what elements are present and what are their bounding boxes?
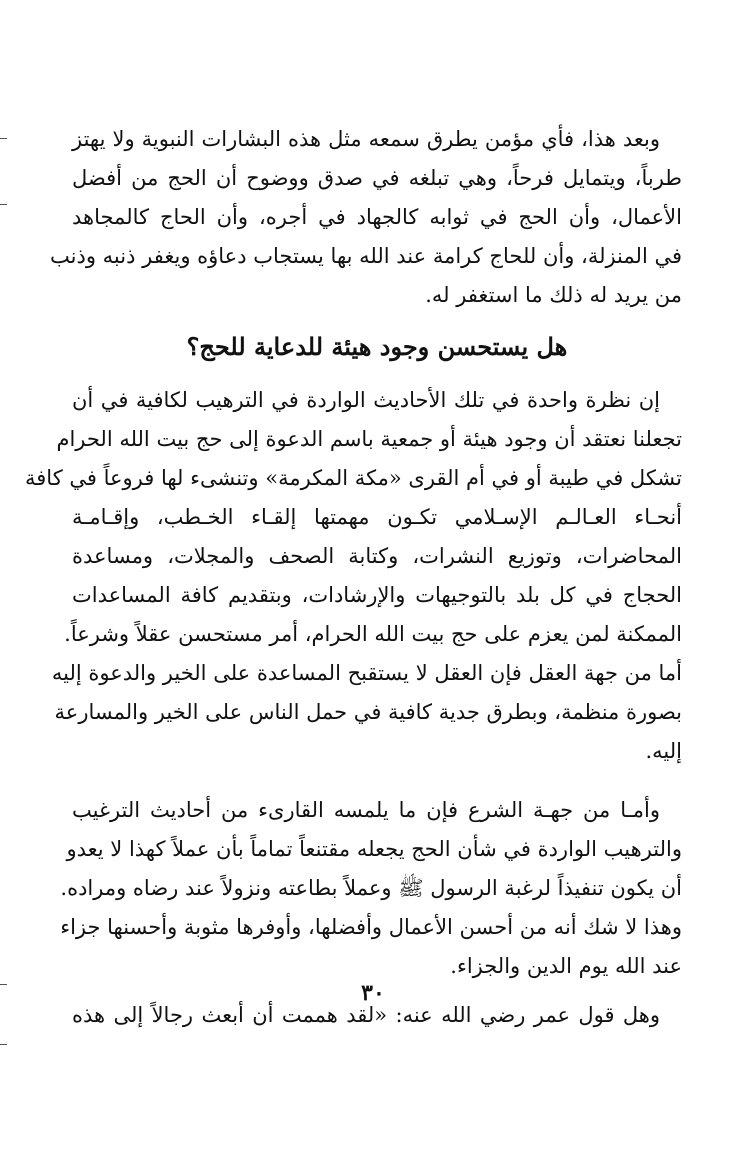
text-line: أما من جهة العقل فإن العقل لا يستقبح المساعدة على الخير والدعوة إليه bbox=[51, 661, 682, 685]
margin-mark bbox=[0, 204, 7, 205]
text-line: الأعمال، وأن الحج في ثوابه كالجهاد في أجره، وأن الحاج كالمجاهد bbox=[72, 205, 682, 229]
text-line: والترهيب الواردة في شأن الحج يجعله مقتنعاً تماماً بأن عملاً كهذا لا يعدو bbox=[66, 837, 682, 861]
paragraph-sharia bbox=[60, 791, 682, 908]
text-line: وهذا لا شك أنه من أحسن الأعمال وأفضلها، وأوفرها مثوبة وأحسنها جزاء bbox=[60, 915, 682, 939]
text-line: إليه. bbox=[645, 739, 682, 763]
text-line: إن نظرة واحدة في تلك الأحاديث الواردة في الترهيب لكافية في أن bbox=[72, 388, 660, 412]
text-line: وأمـا من جهـة الشرع فإن ما يلمسه القارىء من أحاديث الترغيب bbox=[72, 798, 660, 822]
text-line: الممكنة لمن يعزم على حج بيت الله الحرام، أمر مستحسن عقلاً وشرعاً. bbox=[64, 622, 682, 646]
text-line: الحجاج في كل بلد بالتوجيهات والإرشادات، وبتقديم كافة المساعدات bbox=[72, 583, 682, 607]
text-line: أن يكون تنفيذاً لرغبة الرسول ﷺ وعملاً بطاعته ونزولاً عند رضاه ومراده. bbox=[60, 876, 682, 900]
text-line: وبعد هذا، فأي مؤمن يطرق سمعه مثل هذه البشارات النبوية ولا يهتز bbox=[72, 127, 660, 151]
margin-mark bbox=[0, 984, 7, 985]
paragraph-reason bbox=[51, 654, 682, 771]
text-line: عند الله يوم الدين والجزاء. bbox=[450, 954, 682, 978]
text-line: طرباً، ويتمايل فرحاً، وهي تبلغه في صدق ووضوح أن الحج من أفضل bbox=[72, 166, 682, 190]
paragraph-best-deeds bbox=[60, 908, 682, 986]
paragraph-propaganda-body bbox=[25, 381, 682, 654]
paragraph-virtues-of-hajj bbox=[50, 120, 682, 315]
text-line: تجعلنا نعتقد أن وجود هيئة أو جمعية باسم الدعوة إلى حج بيت الله الحرام bbox=[56, 427, 682, 451]
text-line: من يريد له ذلك ما استغفر له. bbox=[425, 283, 682, 307]
page-body bbox=[25, 120, 682, 1035]
margin-mark bbox=[0, 138, 7, 139]
margin-mark bbox=[0, 1044, 7, 1045]
text-line: وهل قول عمر رضي الله عنه: «لقد هممت أن أبعث رجالاً إلى هذه bbox=[72, 1003, 660, 1027]
text-line: المحاضرات، وتوزيع النشرات، وكتابة الصحف والمجلات، ومساعدة bbox=[72, 544, 682, 568]
section-heading: هل يستحسن وجود هيئة للدعاية للحج؟ bbox=[186, 332, 568, 361]
text-line: تشكل في طيبة أو في أم القرى «مكة المكرمة» وتنشىء لها فروعاً في كافة bbox=[25, 466, 682, 490]
text-line: في المنزلة، وأن للحاج كرامة عند الله بها يستجاب دعاؤه ويغفر ذنبه وذنب bbox=[50, 244, 682, 268]
paragraph-gap bbox=[72, 771, 682, 791]
page-number: ٣٠ bbox=[361, 980, 385, 1006]
text-line: أنحـاء العـالـم الإسـلامي تكـون مهمتها إلقـاء الخـطب، وإقـامـة bbox=[72, 505, 682, 529]
text-line: بصورة منظمة، وبطرق جدية كافية في حمل الناس على الخير والمسارعة bbox=[54, 700, 682, 724]
